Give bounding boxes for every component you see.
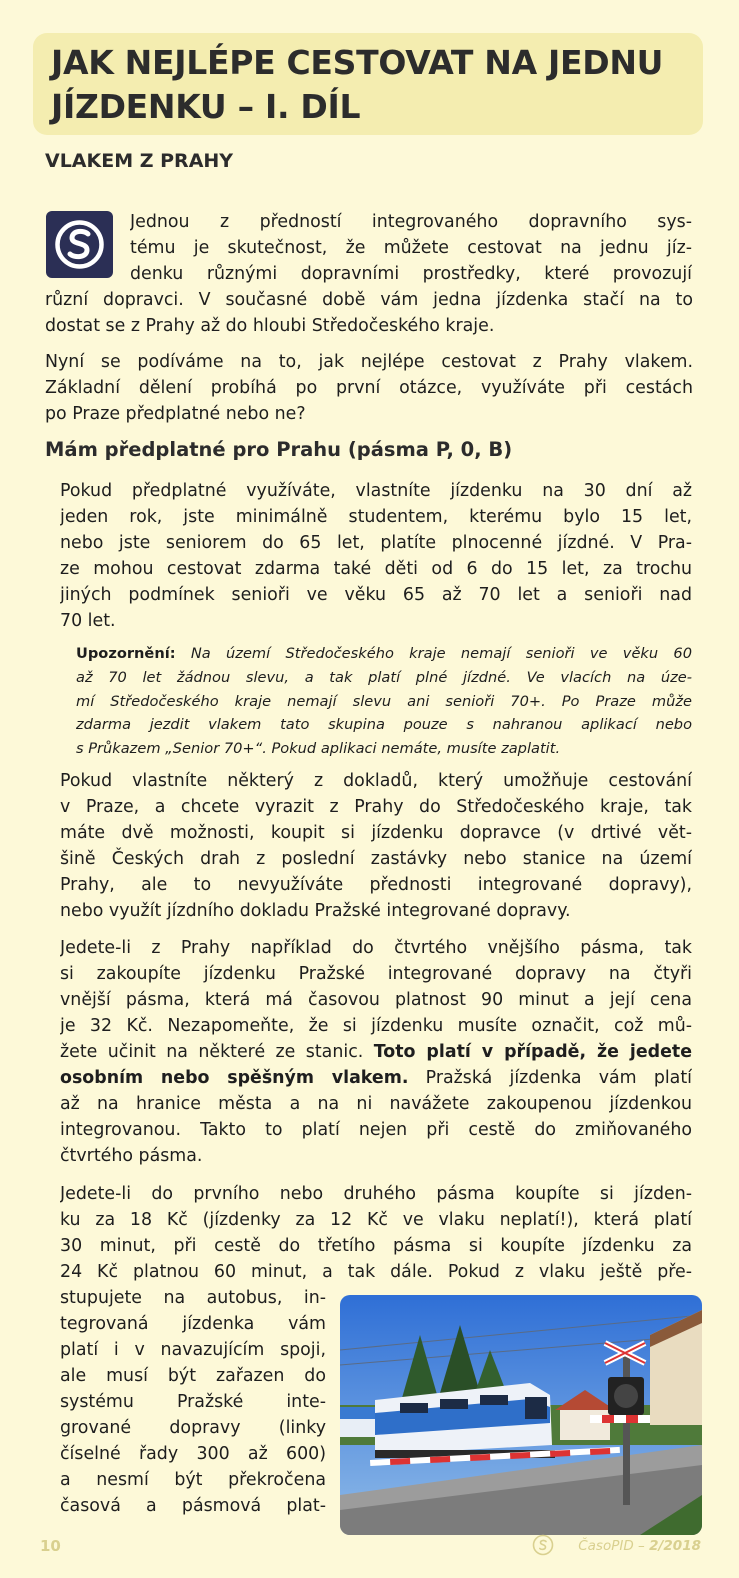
footer-brand: ČasoPID – 2/2018 — [578, 1538, 701, 1554]
section-heading: VLAKEM Z PRAHY — [45, 150, 234, 172]
page-number: 10 — [40, 1537, 61, 1555]
warning-note: Upozornění: Na území Středočeského kraje nemají senioři ve věku 60 až 70 let žádnou slevu, a tak platí plné jízdné. Ve vlacích na úze- mí Středočeského kraje nemají slevu ani senioři 70+. Po Praze může zdarma jezdit vlakem tato skupina pouze s nahranou aplikací nebo s Průkazem „Senior 70+“. Pokud aplikaci nemáte, musíte zaplatit. — [76, 645, 692, 758]
paragraph-fourth-zone: Jedete-li z Prahy například do čtvrtého vnějšího pásma, tak si zakoupíte jízdenku Pražské integrované dopravy na čtyři vnější pásma, která má časovou platnost 90 minut a její cena je 32 Kč. Nezapomeňte, že si jízdenku musíte označit, což mů- žete učinit na některé ze stanic. Toto platí v případě, že jedete osobním nebo spěšným vlakem. Pražská jízdenka vám platí až na hranice města a na ni navážete zakoupenou jízdenkou integrovanou. Takto to platí nejen při cestě do zmiňovaného čtvrtého pásma. — [60, 938, 692, 1166]
paragraph-question: Nyní se podíváme na to, jak nejlépe cestovat z Prahy vlakem. Základní dělení probíhá po první otázce, využíváte při cestách po Praze předplatné nebo ne? — [45, 352, 693, 424]
subheading-subscription: Mám předplatné pro Prahu (pásma P, 0, B) — [45, 438, 513, 461]
pid-footer-logo-icon — [532, 1534, 554, 1556]
paragraph-transfer-narrow: stupujete na autobus, in- tegrovaná jízdenka vám platí i v navazujícím spoji, ale musí být zařazen do systému Pražské inte- grované dopravy (linky číselné řady 300 až 600) a nesmí být překročena časová a pásmová plat- — [60, 1288, 326, 1516]
note-label: Upozornění: — [76, 645, 176, 662]
paragraph-first-zones: Jedete-li do prvního nebo druhého pásma koupíte si jízden- ku za 18 Kč (jízdenky za 12 Kč ve vlaku neplatí!), která platí 30 minut, při cestě do třetího pásma si koupíte jízdenku za 24 Kč platnou 60 minut, a tak dále. Pokud z vlaku ještě pře- — [60, 1184, 692, 1282]
pid-logo-icon — [46, 211, 113, 278]
paragraph-documents: Pokud vlastníte některý z dokladů, který umožňuje cestování v Praze, a chcete vyrazit z Prahy do Středočeského kraje, tak máte dvě možnosti, koupit si jízdenku dopravce (v drtivé vět- šině Českých drah z poslední zastávky nebo stanice na území Prahy, ale to nevyužíváte přednosti integrované dopravy), nebo využít jízdního dokladu Pražské integrované dopravy. — [60, 771, 692, 921]
page-title: JAK NEJLÉPE CESTOVAT NA JEDNU JÍZDENKU – I. DÍL — [51, 43, 664, 126]
title-banner — [33, 33, 703, 135]
intro-paragraph-bottom: různí dopravci. V současné době vám jedna jízdenka stačí na to dostat se z Prahy až do hloubi Středočeského kraje. — [45, 290, 693, 336]
paragraph-subscription: Pokud předplatné využíváte, vlastníte jízdenku na 30 dní až jeden rok, jste minimálně studentem, kterému bylo 15 let, nebo jste seniorem do 65 let, platíte plnocenné jízdné. V Pra- ze mohou cestovat zdarma také děti od 6 do 15 let, za trochu jiných podmínek senioři ve věku 65 až 70 let a senioři nad 70 let. — [60, 481, 692, 631]
train-crossing-photo — [340, 1295, 702, 1535]
intro-paragraph-top: Jednou z předností integrovaného dopravního sys- tému je skutečnost, že můžete cestovat na jednu jíz- denku různými dopravními prostředky, které provozují — [130, 212, 692, 284]
